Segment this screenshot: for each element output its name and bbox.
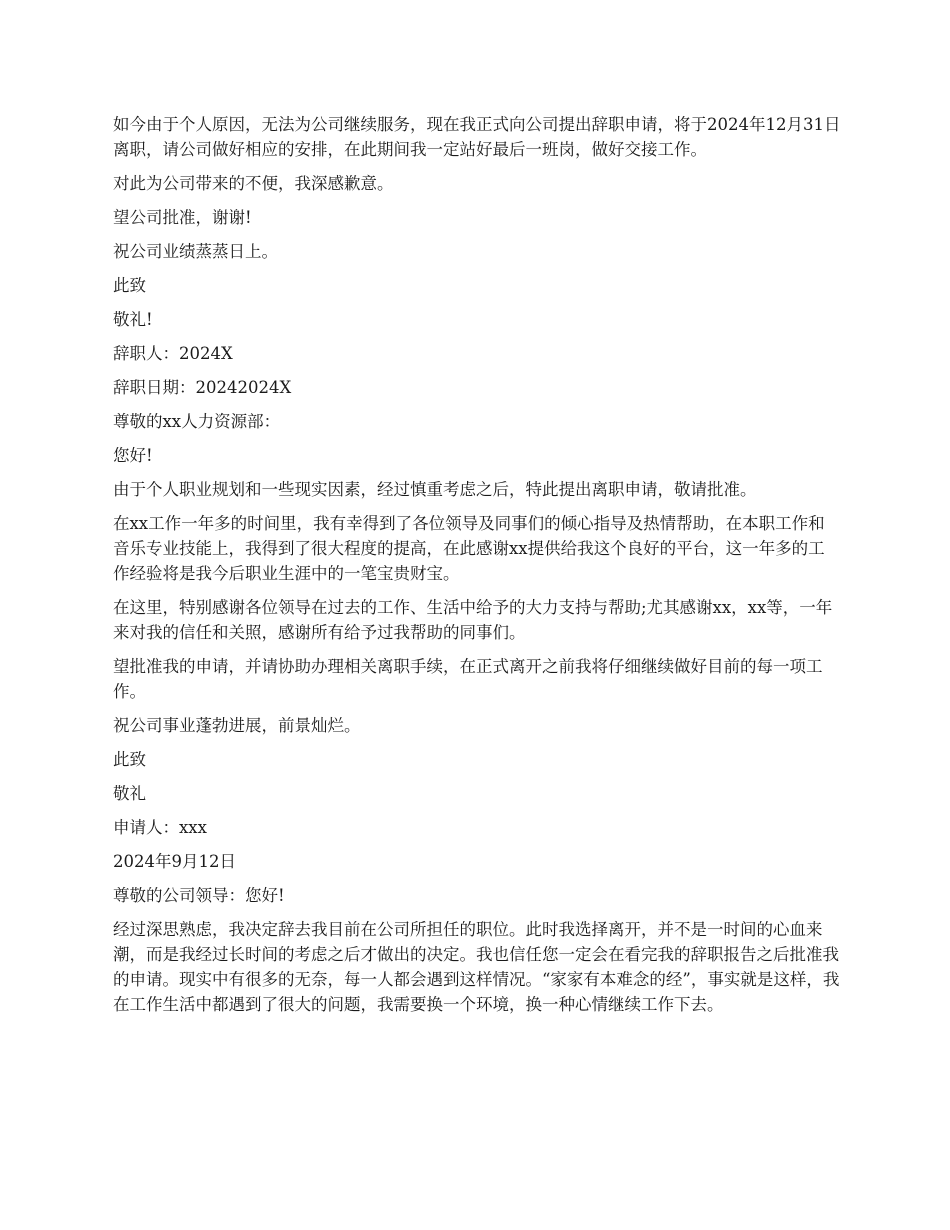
paragraph-salutation-hr: 尊敬的xx人力资源部： [113, 412, 281, 431]
paragraph-resignation-date: 如今由于个人原因，无法为公司继续服务，现在我正式向公司提出辞职申请，将于2024年12月31日离职，请公司做好相应的安排，在此期间我一定站好最后一班岗，做好交接工作。 [113, 115, 841, 159]
paragraph-wishes-2: 祝公司事业蓬勃进展，前景灿烂。 [113, 716, 361, 735]
document-body [113, 112, 841, 1026]
paragraph-date: 2024年9月12日 [113, 852, 236, 871]
paragraph-reason: 由于个人职业规划和一些现实因素，经过慎重考虑之后，特此提出离职申请，敬请批准。 [113, 480, 757, 499]
paragraph-resigner: 辞职人：2024X [113, 344, 233, 363]
paragraph-apology: 对此为公司带来的不便，我深感歉意。 [113, 174, 394, 193]
paragraph-wishes: 祝公司业绩蒸蒸日上。 [113, 242, 278, 261]
paragraph-salute-1: 敬礼! [113, 310, 153, 329]
paragraph-resign-date: 辞职日期：20242024X [113, 378, 292, 397]
paragraph-thanks-leaders: 在这里，特别感谢各位领导在过去的工作、生活中给予的大力支持与帮助;尤其感谢xx，xx等，一年来对我的信任和关照，感谢所有给予过我帮助的同事们。 [113, 598, 833, 642]
paragraph-salutation-leaders: 尊敬的公司领导：您好! [113, 886, 285, 905]
paragraph-salute-2: 敬礼 [113, 784, 146, 803]
paragraph-greeting: 您好! [113, 446, 153, 465]
paragraph-closing-2: 此致 [113, 750, 146, 769]
paragraph-handover: 望批准我的申请，并请协助办理相关离职手续，在正式离开之前我将仔细继续做好目前的每一项工作。 [113, 657, 823, 701]
paragraph-applicant: 申请人：xxx [113, 818, 207, 837]
paragraph-request-approval: 望公司批准，谢谢! [113, 208, 252, 227]
paragraph-gratitude: 在xx工作一年多的时间里，我有幸得到了各位领导及同事们的倾心指导及热情帮助，在本职工作和音乐专业技能上，我得到了很大程度的提高，在此感谢xx提供给我这个良好的平台，这一年多的工作经验将是我今后职业生涯中的一笔宝贵财宝。 [113, 514, 825, 583]
paragraph-decision: 经过深思熟虑，我决定辞去我目前在公司所担任的职位。此时我选择离开，并不是一时间的心血来潮，而是我经过长时间的考虑之后才做出的决定。我也信任您一定会在看完我的辞职报告之后批准我的申请。现实中有很多的无奈，每一人都会遇到这样情况。“家家有本难念的经”，事实就是这样，我在工作生活中都遇到了很大的问题，我需要换一个环境，换一种心情继续工作下去。 [113, 920, 840, 1014]
paragraph-closing-1: 此致 [113, 276, 146, 295]
